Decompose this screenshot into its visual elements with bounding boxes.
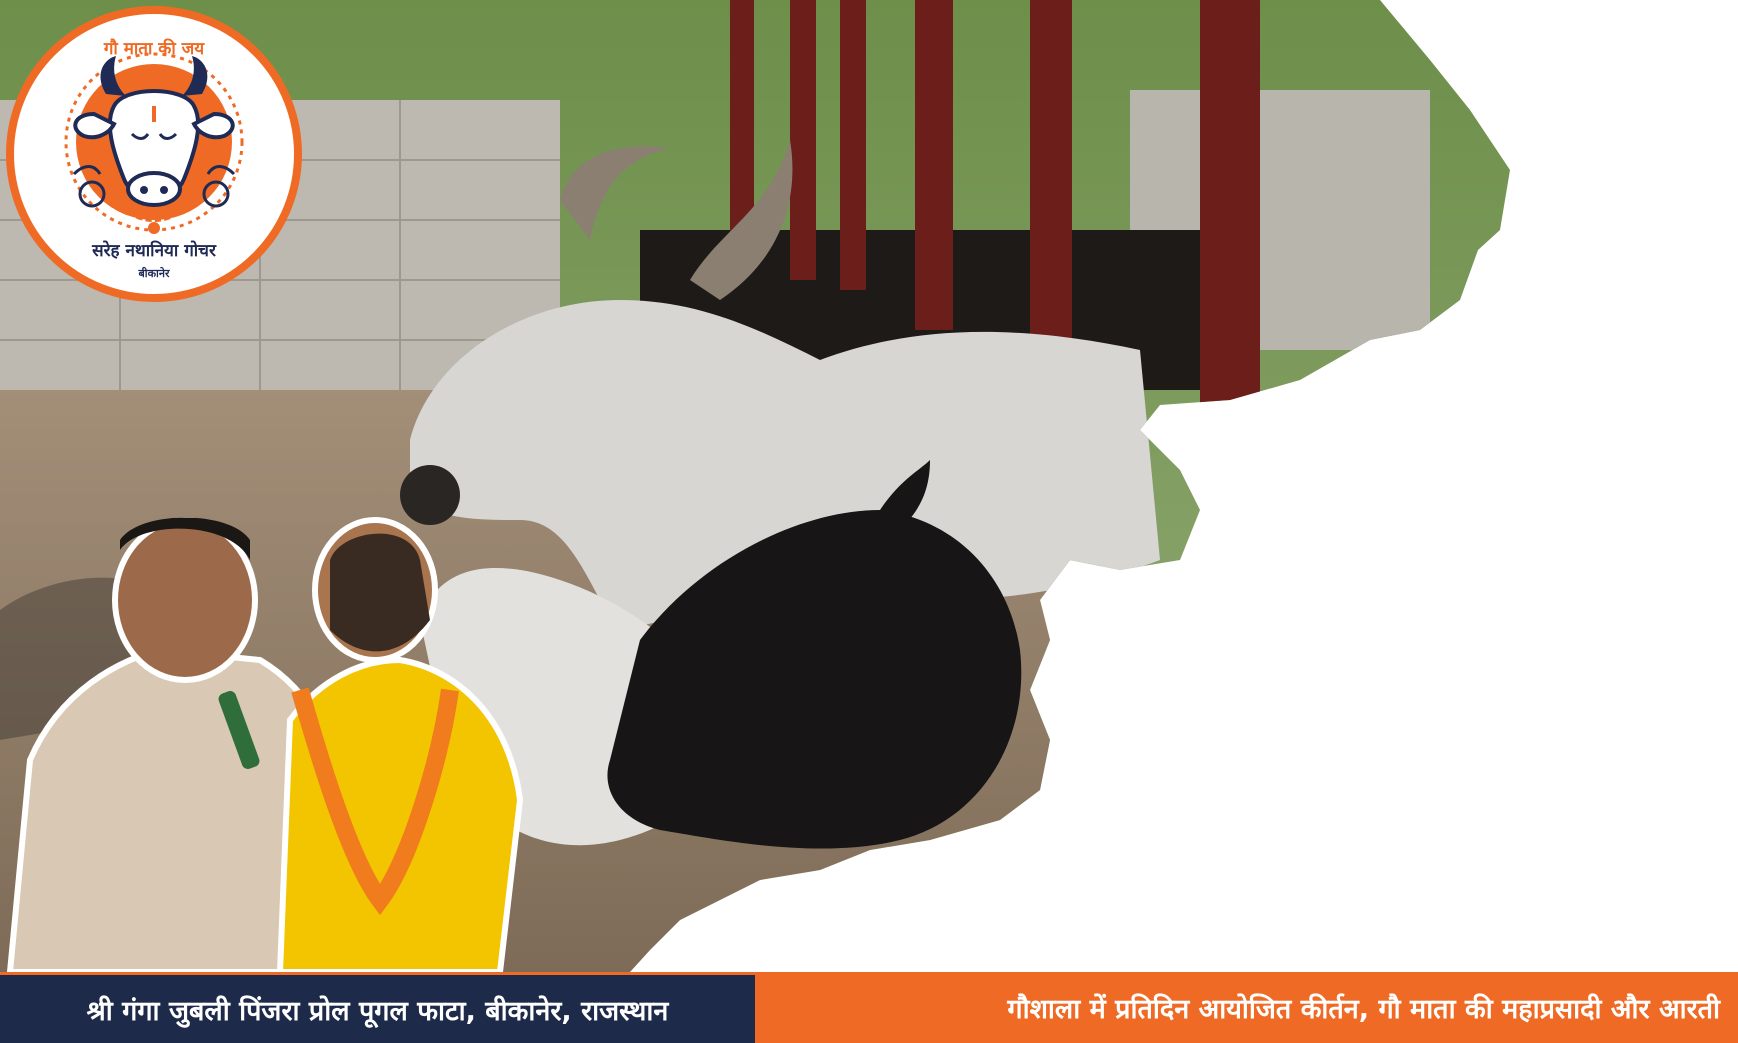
footer-banner [0, 972, 1738, 1043]
badge-organization-name: सरेह नथानिया गोचर [92, 241, 216, 261]
footer-event-description: गौशाला में प्रतिदिन आयोजित कीर्तन, गौ माता की महाप्रसादी और आरती [755, 972, 1738, 1043]
badge-slogan: गौ माता की जय [103, 39, 205, 59]
gaushala-logo-badge [6, 6, 302, 302]
footer-address: श्री गंगा जुबली पिंजरा प्रोल पूगल फाटा, बीकानेर, राजस्थान [0, 972, 755, 1043]
badge-city: बीकानेर [138, 267, 170, 280]
